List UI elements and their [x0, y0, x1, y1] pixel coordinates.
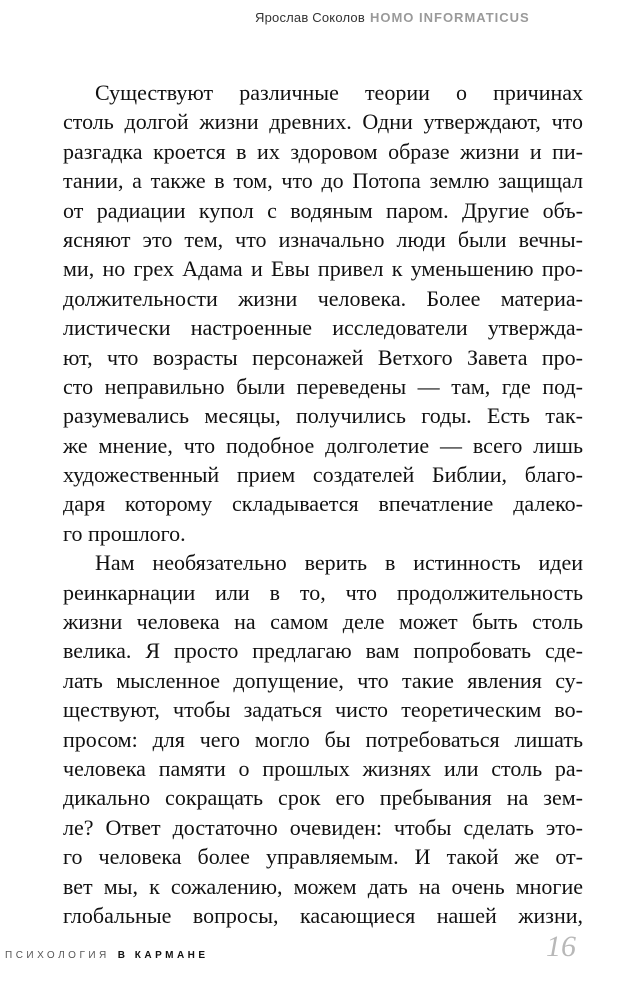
text-line: художественный прием создателей Библии, благо- [63, 462, 583, 488]
body-text [63, 78, 583, 930]
text-line: просом: для чего могло бы потребоваться лишать [63, 726, 583, 752]
series-name-part1: ПСИХОЛОГИЯ [5, 949, 110, 961]
text-line: разумевались месяцы, получились годы. Есть так- [63, 403, 583, 429]
text-line: же мнение, что подобное долголетие — всего лишь [63, 432, 583, 458]
series-footer [5, 945, 209, 965]
header-author: Ярослав Соколов [255, 9, 365, 25]
text-line: от радиации купол с водяным паром. Другие объ- [63, 197, 583, 223]
text-line: листически настроенные исследователи утвержда- [63, 315, 583, 341]
text-line: должительности жизни человека. Более материа- [63, 285, 583, 311]
text-line: столь долгой жизни древних. Одни утверждают, что [63, 109, 583, 135]
header-book-title: HOMO INFORMATICUS [369, 9, 530, 25]
text-line: тании, а также в том, что до Потопа землю защищал [63, 168, 583, 194]
text-line: ясняют это тем, что изначально люди были вечны- [63, 226, 583, 252]
text-line: сто неправильно были переведены — там, где под- [63, 373, 583, 399]
text-line: дикально сокращать срок его пребывания на зем- [63, 785, 583, 811]
running-header [255, 6, 625, 28]
text-line: реинкарнации или в то, что продолжительность [63, 579, 583, 605]
text-line: глобальные вопросы, касающиеся нашей жизни, [63, 902, 583, 928]
text-line: ют, что возрасты персонажей Ветхого Завета про- [63, 344, 583, 370]
text-line: даря которому складывается впечатление далеко- [63, 491, 583, 517]
text-line: разгадка кроется в их здоровом образе жизни и пи- [63, 138, 583, 164]
page-number: 16 [546, 930, 576, 963]
text-line: Существуют различные теории о причинах [95, 80, 583, 105]
text-line: велика. Я просто предлагаю вам попробовать сде- [63, 638, 583, 664]
text-line: го человека более управляемым. И такой же от- [63, 844, 583, 870]
text-line: вет мы, к сожалению, можем дать на очень многие [63, 873, 583, 899]
text-line: Нам необязательно верить в истинность идеи [95, 550, 583, 576]
text-line: человека памяти о прошлых жизнях или столь ра- [63, 755, 583, 781]
text-line: ществуют, чтобы задаться чисто теоретическим во- [63, 697, 583, 723]
text-line: ле? Ответ достаточно очевиден: чтобы сделать это- [63, 814, 583, 840]
text-line: жизни человека на самом деле может быть столь [63, 609, 583, 635]
text-line: ми, но грех Адама и Евы привел к уменьшению про- [63, 256, 583, 282]
text-line: го прошлого. [63, 520, 186, 546]
series-name-part2: В КАРМАНЕ [117, 949, 209, 961]
text-line: лать мысленное допущение, что такие явления су- [63, 667, 583, 693]
